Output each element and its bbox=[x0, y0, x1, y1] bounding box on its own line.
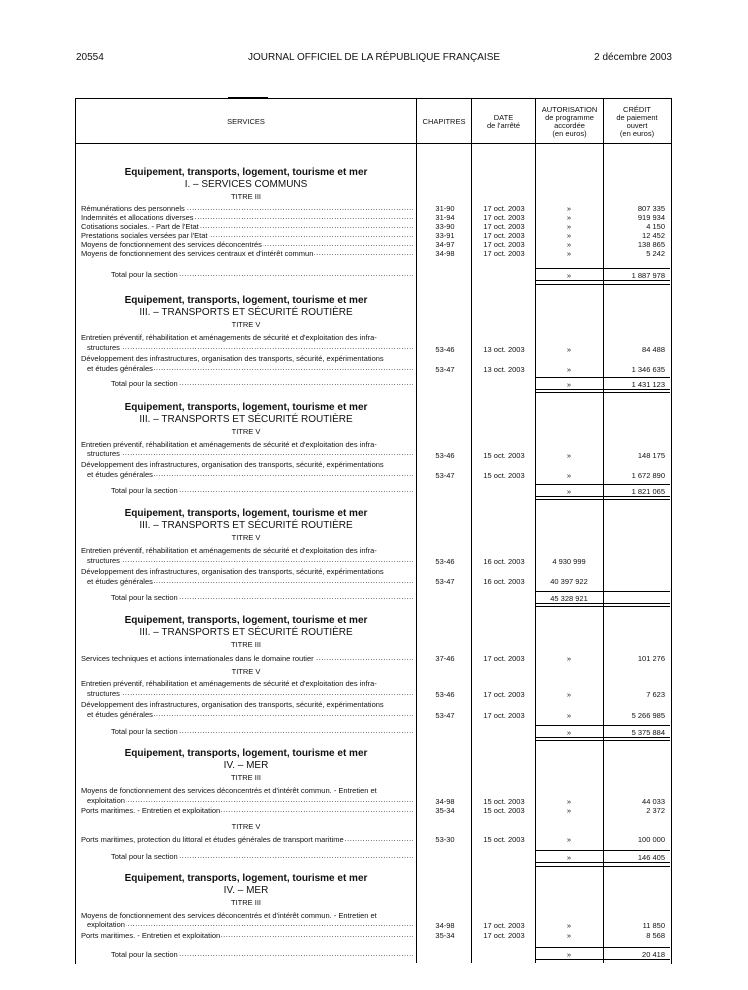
chapitre-cell: 53-47 bbox=[435, 711, 455, 720]
autorisation-cell: » bbox=[566, 213, 572, 222]
autorisation-cell: » bbox=[566, 711, 572, 720]
col-date-l1: DATE bbox=[493, 113, 514, 122]
table-row-label: Moyens de fonctionnement des services déconcentrés et d'intérêt commun. - Entretien et bbox=[81, 911, 377, 920]
table-row-label: Développement des infrastructures, organisation des transports, sécurité, expérimentations bbox=[81, 700, 384, 709]
date-cell: 13 oct. 2003 bbox=[483, 345, 525, 354]
titre-heading: TITRE V bbox=[231, 427, 261, 436]
chapitre-cell: 53-30 bbox=[435, 835, 455, 844]
date-cell: 15 oct. 2003 bbox=[483, 806, 525, 815]
header-rule bbox=[75, 143, 671, 144]
credit-cell: 4 150 bbox=[646, 222, 665, 231]
date-cell: 16 oct. 2003 bbox=[483, 557, 525, 566]
section-rule bbox=[536, 866, 670, 867]
table-row-label: Moyens de fonctionnement des services déconcentrés ..... bbox=[81, 240, 413, 249]
table-row-label: Rémunérations des personnels ..... bbox=[81, 204, 413, 213]
credit-cell: 919 934 bbox=[637, 213, 665, 222]
chapitre-cell: 53-47 bbox=[435, 577, 455, 586]
chapitre-cell: 35-34 bbox=[435, 931, 455, 940]
chapitre-cell: 33-90 bbox=[435, 222, 455, 231]
date-cell: 17 oct. 2003 bbox=[483, 931, 525, 940]
total-row-label: Total pour la section ..... bbox=[81, 379, 413, 388]
total-row-label: Total pour la section ..... bbox=[81, 486, 413, 495]
chapitre-cell: 31-94 bbox=[435, 213, 455, 222]
credit-cell: 2 372 bbox=[646, 806, 665, 815]
chapitre-cell: 53-46 bbox=[435, 557, 455, 566]
total-row-label: Total pour la section ..... bbox=[81, 593, 413, 602]
date-cell: 17 oct. 2003 bbox=[483, 222, 525, 231]
col-auth-l2: de programme bbox=[545, 113, 594, 122]
table-row-label: Indemnités et allocations diverses ..... bbox=[81, 213, 413, 222]
table-row-label: Ports maritimes. - Entretien et exploitation ..... bbox=[81, 806, 413, 815]
total-autorisation: » bbox=[566, 853, 572, 862]
section-subtitle: III. – TRANSPORTS ET SÉCURITÉ ROUTIÈRE bbox=[139, 627, 353, 638]
credit-cell: 100 000 bbox=[637, 835, 665, 844]
titre-heading: TITRE V bbox=[231, 667, 261, 676]
col-credit-l2: de paiement bbox=[616, 113, 658, 122]
credit-cell: 5 266 985 bbox=[631, 711, 665, 720]
date-cell: 15 oct. 2003 bbox=[483, 471, 525, 480]
col-credit-l3: ouvert bbox=[626, 121, 648, 130]
credit-cell: 1 672 890 bbox=[631, 471, 665, 480]
col-auth-l1: AUTORISATION bbox=[541, 105, 598, 114]
date-cell: 17 oct. 2003 bbox=[483, 249, 525, 258]
section-title: Equipement, transports, logement, tourisme et mer bbox=[124, 167, 368, 178]
total-row-label: Total pour la section ..... bbox=[81, 852, 413, 861]
column-divider bbox=[416, 98, 417, 963]
table-row-label: Entretien préventif, réhabilitation et aménagements de sécurité et d'exploitation des infra- bbox=[81, 333, 377, 342]
date-cell: 17 oct. 2003 bbox=[483, 921, 525, 930]
chapitre-cell: 53-47 bbox=[435, 365, 455, 374]
journal-title: JOURNAL OFFICIEL DE LA RÉPUBLIQUE FRANÇAISE bbox=[247, 52, 501, 63]
total-autorisation: » bbox=[566, 950, 572, 959]
column-divider bbox=[535, 98, 536, 963]
section-subtitle: I. – SERVICES COMMUNS bbox=[184, 179, 308, 190]
titre-heading: TITRE III bbox=[231, 192, 261, 201]
autorisation-cell: » bbox=[566, 222, 572, 231]
section-rule bbox=[536, 499, 670, 500]
credit-cell: 8 568 bbox=[646, 931, 665, 940]
total-row-label: Total pour la section ..... bbox=[81, 270, 413, 279]
total-credit: 1 887 978 bbox=[631, 271, 665, 280]
table-row-label: Services techniques et actions internationales dans le domaine routier ..... bbox=[81, 654, 413, 663]
section-subtitle: III. – TRANSPORTS ET SÉCURITÉ ROUTIÈRE bbox=[139, 414, 353, 425]
table-row-label: et études générales ..... bbox=[81, 364, 413, 373]
table-row-label: exploitation ..... bbox=[81, 920, 413, 929]
credit-cell: 138 865 bbox=[637, 240, 665, 249]
section-title: Equipement, transports, logement, tourisme et mer bbox=[124, 295, 368, 306]
credit-cell: 7 623 bbox=[646, 690, 665, 699]
date-cell: 15 oct. 2003 bbox=[483, 451, 525, 460]
table-row-label: Cotisations sociales. - Part de l'Etat ..... bbox=[81, 222, 413, 231]
date-cell: 16 oct. 2003 bbox=[483, 577, 525, 586]
credit-cell: 807 335 bbox=[637, 204, 665, 213]
titre-heading: TITRE III bbox=[231, 640, 261, 649]
section-rule bbox=[536, 284, 670, 285]
credit-cell: 1 346 635 bbox=[631, 365, 665, 374]
credit-cell: 5 242 bbox=[646, 249, 665, 258]
total-autorisation: 45 328 921 bbox=[550, 594, 588, 603]
chapitre-cell: 34-98 bbox=[435, 249, 455, 258]
page-number: 20554 bbox=[76, 52, 104, 63]
table-row-label: Moyens de fonctionnement des services centraux et d'intérêt commun ..... bbox=[81, 249, 413, 258]
total-autorisation: » bbox=[566, 271, 572, 280]
publication-date: 2 décembre 2003 bbox=[594, 52, 672, 63]
table-row-label: Développement des infrastructures, organisation des transports, sécurité, expérimentations bbox=[81, 460, 384, 469]
total-row-label: Total pour la section ..... bbox=[81, 727, 413, 736]
table-row-label: structures ..... bbox=[81, 689, 413, 698]
table-row-label: et études générales ..... bbox=[81, 577, 413, 586]
date-cell: 17 oct. 2003 bbox=[483, 690, 525, 699]
date-cell: 17 oct. 2003 bbox=[483, 204, 525, 213]
date-cell: 17 oct. 2003 bbox=[483, 654, 525, 663]
chapitre-cell: 53-46 bbox=[435, 345, 455, 354]
col-auth-l3: accordée bbox=[554, 121, 585, 130]
table-row-label: exploitation ..... bbox=[81, 796, 413, 805]
credit-cell: 11 850 bbox=[642, 921, 665, 930]
autorisation-cell: » bbox=[566, 835, 572, 844]
table-row-label: structures ..... bbox=[81, 556, 413, 565]
section-rule bbox=[536, 740, 670, 741]
autorisation-cell: » bbox=[566, 451, 572, 460]
autorisation-cell: » bbox=[566, 240, 572, 249]
total-credit: 1 431 123 bbox=[631, 380, 665, 389]
col-services: SERVICES bbox=[227, 117, 265, 126]
chapitre-cell: 33-91 bbox=[435, 231, 455, 240]
chapitre-cell: 53-47 bbox=[435, 471, 455, 480]
table-row-label: structures ..... bbox=[81, 343, 413, 352]
col-date bbox=[472, 114, 535, 130]
section-subtitle: III. – TRANSPORTS ET SÉCURITÉ ROUTIÈRE bbox=[139, 307, 353, 318]
credit-cell: 12 452 bbox=[642, 231, 665, 240]
autorisation-cell: » bbox=[566, 471, 572, 480]
autorisation-cell: » bbox=[566, 249, 572, 258]
table-row-label: Développement des infrastructures, organisation des transports, sécurité, expérimentations bbox=[81, 354, 384, 363]
col-auth-l4: (en euros) bbox=[552, 129, 587, 138]
autorisation-cell: » bbox=[566, 797, 572, 806]
section-subtitle: III. – TRANSPORTS ET SÉCURITÉ ROUTIÈRE bbox=[139, 520, 353, 531]
autorisation-cell: » bbox=[566, 921, 572, 930]
date-cell: 17 oct. 2003 bbox=[483, 213, 525, 222]
date-cell: 17 oct. 2003 bbox=[483, 231, 525, 240]
autorisation-cell: 40 397 922 bbox=[550, 577, 588, 586]
chapitre-cell: 53-46 bbox=[435, 451, 455, 460]
table-row-label: Prestations sociales versées par l'Etat ..... bbox=[81, 231, 413, 240]
date-cell: 17 oct. 2003 bbox=[483, 711, 525, 720]
section-subtitle: IV. – MER bbox=[223, 885, 269, 896]
titre-heading: TITRE III bbox=[231, 773, 261, 782]
total-row-label: Total pour la section ..... bbox=[81, 950, 413, 959]
table-row-label: structures ..... bbox=[81, 449, 413, 458]
date-cell: 17 oct. 2003 bbox=[483, 240, 525, 249]
credit-cell: 148 175 bbox=[637, 451, 665, 460]
table-row-label: Entretien préventif, réhabilitation et aménagements de sécurité et d'exploitation des infra- bbox=[81, 546, 377, 555]
section-title: Equipement, transports, logement, tourisme et mer bbox=[124, 873, 368, 884]
table-row-label: Entretien préventif, réhabilitation et aménagements de sécurité et d'exploitation des infra- bbox=[81, 679, 377, 688]
chapitre-cell: 37-46 bbox=[435, 654, 455, 663]
titre-heading: TITRE V bbox=[231, 822, 261, 831]
page-header bbox=[0, 52, 748, 66]
total-autorisation: » bbox=[566, 380, 572, 389]
autorisation-cell: » bbox=[566, 231, 572, 240]
col-date-l2: de l'arrêté bbox=[486, 121, 521, 130]
section-title: Equipement, transports, logement, tourisme et mer bbox=[124, 402, 368, 413]
autorisation-cell: 4 930 999 bbox=[552, 557, 586, 566]
column-divider bbox=[471, 98, 472, 963]
chapitre-cell: 34-98 bbox=[435, 797, 455, 806]
credit-cell: 101 276 bbox=[637, 654, 665, 663]
table-row-label: Ports maritimes. - Entretien et exploitation ..... bbox=[81, 931, 413, 940]
col-credit-l1: CRÉDIT bbox=[623, 105, 651, 114]
autorisation-cell: » bbox=[566, 345, 572, 354]
total-credit: 20 418 bbox=[642, 950, 665, 959]
credit-cell: 44 033 bbox=[642, 797, 665, 806]
chapitre-cell: 35-34 bbox=[435, 806, 455, 815]
total-credit: 146 405 bbox=[637, 853, 665, 862]
autorisation-cell: » bbox=[566, 204, 572, 213]
autorisation-cell: » bbox=[566, 365, 572, 374]
table-row-label: Entretien préventif, réhabilitation et aménagements de sécurité et d'exploitation des infra- bbox=[81, 440, 377, 449]
date-cell: 15 oct. 2003 bbox=[483, 797, 525, 806]
total-autorisation: » bbox=[566, 487, 572, 496]
chapitre-cell: 31-90 bbox=[435, 204, 455, 213]
table-row-label: Ports maritimes, protection du littoral et études générales de transport maritime ..... bbox=[81, 835, 413, 844]
autorisation-cell: » bbox=[566, 806, 572, 815]
table-row-label: Développement des infrastructures, organisation des transports, sécurité, expérimentations bbox=[81, 567, 384, 576]
section-title: Equipement, transports, logement, tourisme et mer bbox=[124, 615, 368, 626]
table-row-label: et études générales ..... bbox=[81, 710, 413, 719]
table-row-label: et études générales ..... bbox=[81, 470, 413, 479]
titre-heading: TITRE V bbox=[231, 533, 261, 542]
table-row-label: Moyens de fonctionnement des services déconcentrés et d'intérêt commun. - Entretien et bbox=[81, 786, 377, 795]
col-credit-l4: (en euros) bbox=[619, 129, 655, 138]
header-mark bbox=[228, 97, 268, 98]
chapitre-cell: 34-97 bbox=[435, 240, 455, 249]
autorisation-cell: » bbox=[566, 654, 572, 663]
total-credit: 1 821 065 bbox=[631, 487, 665, 496]
col-chapitres: CHAPITRES bbox=[422, 117, 466, 126]
autorisation-cell: » bbox=[566, 931, 572, 940]
section-rule bbox=[536, 606, 670, 607]
section-title: Equipement, transports, logement, tourisme et mer bbox=[124, 508, 368, 519]
section-rule bbox=[536, 392, 670, 393]
chapitre-cell: 53-46 bbox=[435, 690, 455, 699]
autorisation-cell: » bbox=[566, 690, 572, 699]
chapitre-cell: 34-98 bbox=[435, 921, 455, 930]
date-cell: 15 oct. 2003 bbox=[483, 835, 525, 844]
date-cell: 13 oct. 2003 bbox=[483, 365, 525, 374]
section-title: Equipement, transports, logement, tourisme et mer bbox=[124, 748, 368, 759]
col-credit bbox=[604, 106, 670, 138]
section-subtitle: IV. – MER bbox=[223, 760, 269, 771]
credit-cell: 84 488 bbox=[642, 345, 665, 354]
col-autorisation bbox=[536, 106, 603, 138]
total-credit: 5 375 884 bbox=[631, 728, 665, 737]
titre-heading: TITRE III bbox=[231, 898, 261, 907]
total-autorisation: » bbox=[566, 728, 572, 737]
titre-heading: TITRE V bbox=[231, 320, 261, 329]
